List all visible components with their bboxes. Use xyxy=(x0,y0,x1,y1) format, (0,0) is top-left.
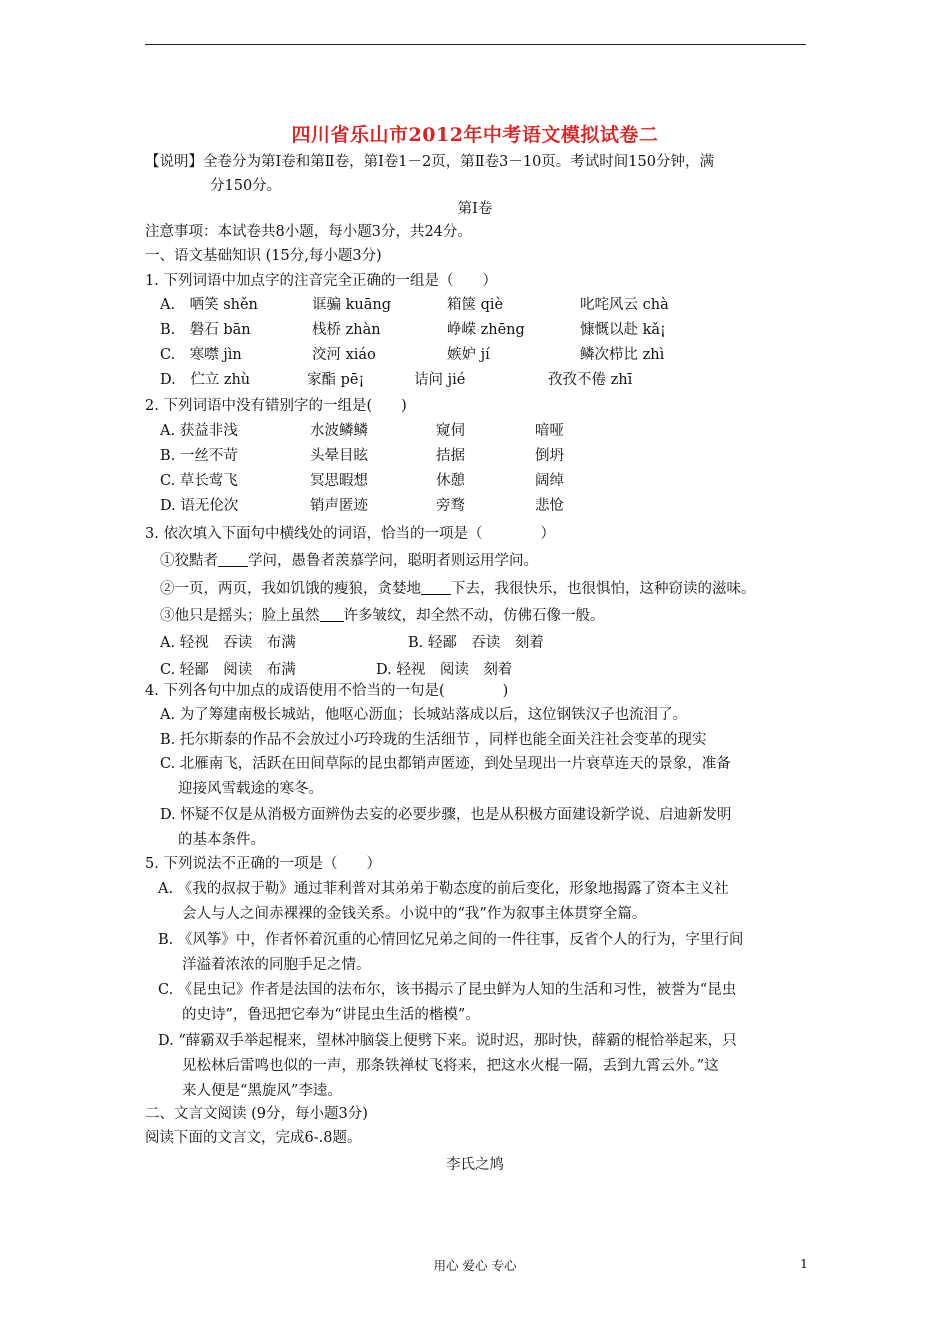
q3-s1-part-b: 学问，愚鲁者羡慕学问，聪明者则运用学问。 xyxy=(248,553,538,569)
q5-option-d-line-1: D. “薛霸双手举起棍来，望林冲脑袋上便劈下来。说时迟，那时快，薛霸的棍恰举起来，只 xyxy=(158,1033,737,1049)
q1-option-c-1: C. 寒噤 jìn xyxy=(160,347,242,363)
q1-option-a-2: 诓骗 kuāng xyxy=(312,297,391,313)
q2-option-a-2: 水波鳞鳞 xyxy=(310,423,368,439)
question-1-stem: 1. 下列词语中加点字的注音完全正确的一组是（ ） xyxy=(145,273,497,289)
q2-option-d-2: 销声匿迹 xyxy=(310,498,368,514)
question-5-stem: 5. 下列说法不正确的一项是（ ） xyxy=(145,856,381,872)
section-heading-1: 一、语文基础知识 (15分,每小题3分) xyxy=(145,248,382,264)
q1-option-a-1: A. 哂笑 shěn xyxy=(160,297,258,313)
q5-option-d-line-3: 来人便是“黑旋风”李逵。 xyxy=(182,1083,342,1099)
q2-option-b-3: 拮据 xyxy=(436,448,465,464)
q1-option-b-1: B. 磐石 bān xyxy=(160,322,251,338)
page-number: 1 xyxy=(800,1256,808,1271)
q1-option-d-2: 家酯 pē¡ xyxy=(307,372,365,388)
page-title: 四川省乐山市2012年中考语文模拟试卷二 xyxy=(291,124,659,146)
fill-blank-2[interactable] xyxy=(421,580,451,595)
q3-option-a: A. 轻视 吞读 布满 xyxy=(160,635,296,651)
fill-blank-1[interactable] xyxy=(218,552,248,567)
q1-option-b-2: 栈桥 zhàn xyxy=(312,322,381,338)
q3-s2-part-b: 下去，我很快乐，也很惧怕，这种窃读的滋味。 xyxy=(451,581,756,597)
q1-option-d-1: D. 伫立 zhù xyxy=(160,372,251,388)
q3-option-c: C. 轻鄙 阅读 布满 xyxy=(160,662,296,678)
section-heading-2: 二、文言文阅读 (9分，每小题3分) xyxy=(145,1106,368,1122)
q4-option-d-line-2: 的基本条件。 xyxy=(178,832,265,848)
q5-option-a-line-1: A. 《我的叔叔于勒》通过菲利普对其弟弟于勒态度的前后变化，形象地揭露了资本主义社 xyxy=(158,881,729,897)
q2-option-a-1: A. 获益非浅 xyxy=(160,423,238,439)
intro-line-2: 分150分。 xyxy=(210,178,282,194)
q4-option-d-line-1: D. 怀疑不仅是从消极方面辨伪去妄的必要步骤，也是从积极方面建设新学说、启迪新发明 xyxy=(160,807,732,823)
q3-sentence-3 xyxy=(160,606,605,626)
reading-instructions: 阅读下面的文言文，完成6-.8题。 xyxy=(145,1130,362,1146)
question-3-stem: 3. 依次填入下面句中横线处的词语，恰当的一项是（ ） xyxy=(145,526,555,542)
q2-option-d-4: 悲怆 xyxy=(535,498,564,514)
q1-option-a-3: 箱箧 qiè xyxy=(447,297,504,313)
q3-option-b: B. 轻鄙 吞读 刻着 xyxy=(408,635,544,651)
q4-option-a: A. 为了筹建南极长城站，他呕心沥血；长城站落成以后，这位钢铁汉子也流泪了。 xyxy=(160,707,688,723)
q3-s1-part-a: ①狡黠者 xyxy=(160,553,218,569)
q2-option-c-1: C. 草长莺飞 xyxy=(160,473,238,489)
volume-heading: 第Ⅰ卷 xyxy=(457,201,493,217)
header-rule xyxy=(145,44,806,45)
q2-option-a-4: 喑哑 xyxy=(535,423,564,439)
q3-s3-part-a: ③他只是摇头；脸上虽然 xyxy=(160,608,320,624)
question-4-stem: 4. 下列各句中加点的成语使用不恰当的一句是( ) xyxy=(145,683,509,699)
q2-option-a-3: 窥伺 xyxy=(436,423,465,439)
q5-option-a-line-2: 会人与人之间赤裸裸的金钱关系。小说中的“我”作为叙事主体贯穿全篇。 xyxy=(182,906,647,922)
passage-title: 李氏之鸠 xyxy=(446,1157,504,1173)
q2-option-b-2: 头晕目眩 xyxy=(310,448,368,464)
q3-sentence-2 xyxy=(160,579,756,599)
q5-option-c-line-2: 的史诗”，鲁迅把它奉为“讲昆虫生活的楷模”。 xyxy=(182,1007,480,1023)
fill-blank-3[interactable] xyxy=(320,607,344,622)
q2-option-b-1: B. 一丝不苛 xyxy=(160,448,238,464)
q2-option-c-4: 阔绰 xyxy=(535,473,564,489)
q1-option-b-4: 慷慨以赴 kǎ¡ xyxy=(580,322,666,338)
q3-s2-part-a: ②一页，两页，我如饥饿的瘦狼，贪婪地 xyxy=(160,581,421,597)
q2-option-c-3: 休憩 xyxy=(436,473,465,489)
q3-option-d: D. 轻视 阅读 刻着 xyxy=(376,662,513,678)
page-footer: 用心 爱心 专心 xyxy=(433,1258,517,1273)
q1-option-b-3: 峥嵘 zhēng xyxy=(447,322,525,338)
q1-option-a-4: 叱咤风云 chà xyxy=(580,297,669,313)
q3-sentence-1 xyxy=(160,551,538,571)
q1-option-c-3: 嫉妒 jí xyxy=(447,347,490,363)
q2-option-b-4: 倒坍 xyxy=(535,448,564,464)
q2-option-c-2: 冥思暇想 xyxy=(310,473,368,489)
question-2-stem: 2. 下列词语中没有错别字的一组是( ) xyxy=(145,398,407,414)
q5-option-d-line-2: 见松林后雷鸣也似的一声，那条铁禅杖飞将来，把这水火棍一隔，丢到九霄云外。”这 xyxy=(182,1058,719,1074)
q5-option-b-line-1: B. 《风筝》中，作者怀着沉重的心情回忆兄弟之间的一件往事，反省个人的行为，字里行间 xyxy=(158,932,744,948)
q4-option-c-line-2: 迎接风雪载途的寒冬。 xyxy=(178,781,323,797)
q2-option-d-1: D. 语无伦次 xyxy=(160,498,239,514)
q5-option-c-line-1: C. 《昆虫记》作者是法国的法布尔，该书揭示了昆虫鲜为人知的生活和习性，被誉为“昆虫 xyxy=(158,982,737,998)
notice: 注意事项：本试卷共8小题，每小题3分，共24分。 xyxy=(145,224,472,240)
q4-option-c-line-1: C. 北雁南飞，活跃在田间草际的昆虫都销声匿迹，到处呈现出一片衰草连天的景象，准备 xyxy=(160,756,731,772)
q1-option-c-4: 鳞次栉比 zhì xyxy=(580,347,665,363)
intro-line-1: 【说明】全卷分为第Ⅰ卷和第Ⅱ卷，第Ⅰ卷1－2页，第Ⅱ卷3－10页。考试时间150分钟，满 xyxy=(145,154,714,170)
q1-option-c-2: 洨河 xiáo xyxy=(312,347,376,363)
q5-option-b-line-2: 洋溢着浓浓的同胞手足之情。 xyxy=(182,957,371,973)
q1-option-d-3: 诘问 jié xyxy=(414,372,466,388)
q4-option-b: B. 托尔斯泰的作品不会放过小巧玲珑的生活细节 ，同样也能全面关注社会变革的现实 xyxy=(160,732,707,748)
q2-option-d-3: 旁骛 xyxy=(436,498,465,514)
q3-s3-part-b: 许多皱纹，却全然不动，仿佛石像一般。 xyxy=(343,608,605,624)
q1-option-d-4: 孜孜不倦 zhī xyxy=(548,372,633,388)
